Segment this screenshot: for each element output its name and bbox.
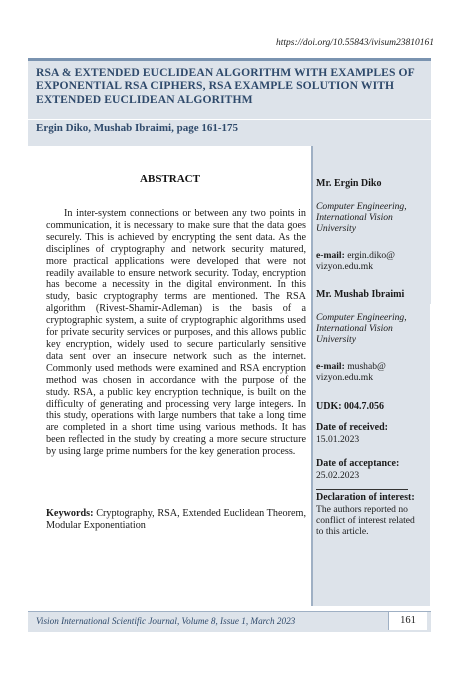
author2-name: Mr. Mushab Ibraimi [316,289,405,300]
doi-link[interactable]: https://doi.org/10.55843/ivisum23810161 [276,38,434,48]
udk-code: UDK: 004.7.056 [316,401,385,412]
author1-email[interactable]: ergin.diko@ vizyon.edu.mk [316,250,396,273]
keywords-label: Keywords: [46,508,94,519]
page-number: 161 [388,612,427,630]
received-date: 15.01.2023 [316,434,360,445]
article-title: RSA & EXTENDED EUCLIDEAN ALGORITHM WITH EXAMPLES OF EXPONENTIAL RSA CIPHERS, RSA EXAMPLE SOLUTION WITH EXTENDED EUCLIDEAN ALGORITHM [36,66,415,106]
author1-name: Mr. Ergin Diko [316,178,382,189]
received-label: Date of received: [316,422,389,433]
accepted-date: 25.02.2023 [316,470,360,481]
author1-affiliation: Computer Engineering, International Vision University [316,201,407,235]
author1-email-block [316,250,424,272]
sidebar-divider [316,489,408,490]
declaration-label: Declaration of interest: [316,492,415,503]
author2-email-block [316,361,424,383]
accepted-label: Date of acceptance: [316,458,400,469]
keywords [46,508,306,532]
author2-email[interactable]: mushab@ vizyon.edu.mk [316,361,386,384]
abstract-heading: ABSTRACT [140,173,200,185]
journal-citation: Vision International Scientific Journal, Volume 8, Issue 1, March 2023 [36,616,296,626]
author2-email-label: e-mail: [316,361,345,372]
author1-email-label: e-mail: [316,250,345,261]
author2-affiliation: Computer Engineering, International Vision University [316,312,407,346]
authors-line: Ergin Diko, Mushab Ibraimi, page 161-175 [36,122,238,134]
declaration-text: The authors reported no conflict of interest related to this article. [316,504,415,538]
abstract-text: In inter-system connections or between any two points in communication, it is necessary to make sure that the data goes securely. This is achieved by encrypting the sent data. As the disciplines of cryptography and network security matured, more practical applications were developed that were not readily available to ensure network security. Today, encryption has become a necessity in the digital environment. In this study, basic cryptography terms are mentioned. The RSA algorithm (Rivest-Shamir-Adleman) is the basis of a cryptographic system, a suite of cryptographic algorithms used for private security services or purposes, and this allows public key encryption, widely used to secure particularly sensitive data sent over an insecure network such as the internet. Commonly used methods were examined and RSA encryption method was chosen in accordance with the purpose of the study. RSA, a public key encryption technique, is built on the difficulty of generating and processing very large integers. In this study, operations with large numbers that take a long time are completed in a short time using various methods. It has been reflected in the study by creating a more secure structure by using large prime numbers for the key generation process. [46,208,306,458]
keywords-list: Cryptography, RSA, Extended Euclidean Theorem, Modular Exponentiation [46,508,306,531]
